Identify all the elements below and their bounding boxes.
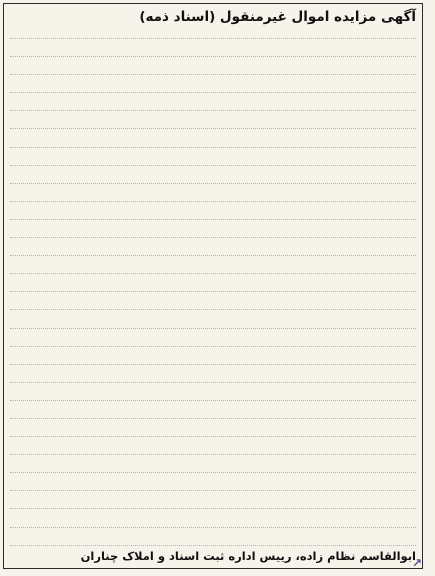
notice-body-line <box>10 30 416 48</box>
notice-body-line <box>10 500 416 518</box>
notice-body-line <box>10 175 416 193</box>
notice-body-line <box>10 265 416 283</box>
notice-body-line <box>10 356 416 374</box>
notice-body-line <box>10 374 416 392</box>
notice-body-line <box>10 229 416 247</box>
notice-body-line <box>10 84 416 102</box>
notice-body-line <box>10 320 416 338</box>
notice-body-line <box>10 410 416 428</box>
notice-body-line <box>10 193 416 211</box>
notice-body-line <box>10 102 416 120</box>
notice-body-line <box>10 338 416 356</box>
notice-body-line <box>10 301 416 319</box>
notice-body-line <box>10 519 416 537</box>
notice-body-line <box>10 428 416 446</box>
notice-body-line <box>10 120 416 138</box>
notice-body-line <box>10 392 416 410</box>
corner-mark-icon: ↗ <box>412 556 423 570</box>
notice-body-line <box>10 464 416 482</box>
notice-body-line <box>10 66 416 84</box>
notice-body-line <box>10 48 416 66</box>
notice-body-line <box>10 283 416 301</box>
auction-notice <box>3 3 423 569</box>
notice-title: آگهی مزایده اموال غیرمنقول (اسناد ذمه) <box>139 9 416 25</box>
notice-body-line <box>10 157 416 175</box>
notice-body-line <box>10 211 416 229</box>
notice-body <box>10 30 416 555</box>
notice-body-line <box>10 482 416 500</box>
notice-signature: ابوالقاسم نظام زاده، رییس اداره ثبت اسناد و املاک چناران <box>80 549 416 563</box>
notice-body-line <box>10 247 416 265</box>
notice-body-line <box>10 139 416 157</box>
notice-body-line <box>10 446 416 464</box>
